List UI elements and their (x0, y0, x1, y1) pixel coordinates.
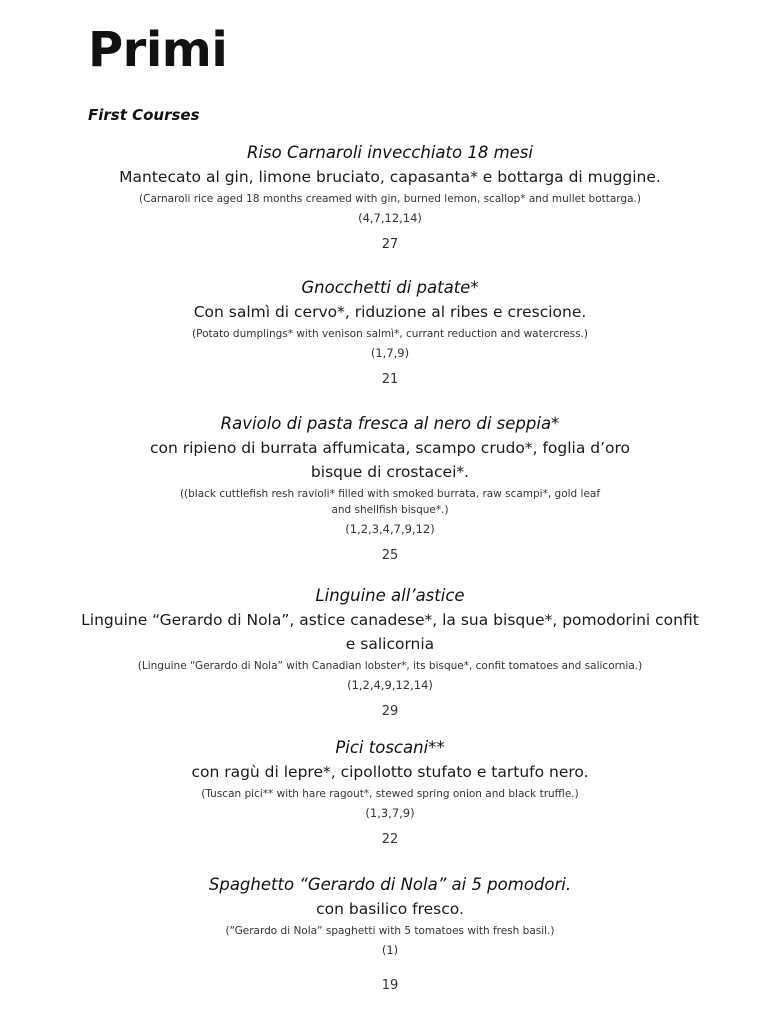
dish-name: Riso Carnaroli invecchiato 18 mesi (247, 143, 533, 162)
dish-name: Linguine all’astice (315, 586, 465, 605)
menu-item (60, 736, 720, 849)
dish-description: con ragù di lepre*, cipollotto stufato e tartufo nero. (191, 763, 589, 781)
dish-allergens: (1,3,7,9) (365, 806, 415, 820)
dish-description: e salicornia (345, 635, 435, 653)
menu-item (60, 873, 720, 995)
dish-name: Gnocchetti di patate* (301, 278, 479, 297)
dish-english-description: (Tuscan pici** with hare ragout*, stewed spring onion and black truffle.) (201, 788, 579, 800)
dish-description: con basilico fresco. (316, 900, 464, 918)
dish-price: 21 (381, 372, 399, 387)
menu-item (60, 141, 720, 254)
section-subtitle: First Courses (88, 106, 200, 124)
dish-description: Mantecato al gin, limone bruciato, capasanta* e bottarga di muggine. (119, 168, 661, 186)
dish-english-description: (Potato dumplings* with venison salmì*, currant reduction and watercress.) (192, 328, 588, 340)
dish-allergens: (4,7,12,14) (358, 211, 422, 225)
dish-price: 19 (381, 978, 399, 993)
dish-price: 29 (381, 704, 399, 719)
dish-allergens: (1) (381, 943, 399, 957)
dish-english-description: ((black cuttlefish resh ravioli* filled with smoked burrata, raw scampi*, gold leaf (179, 488, 601, 500)
dish-description: Con salmì di cervo*, riduzione al ribes e crescione. (193, 303, 587, 321)
dish-description: Linguine “Gerardo di Nola”, astice canadese*, la sua bisque*, pomodorini confit (81, 611, 699, 629)
menu-item (60, 276, 720, 389)
dish-english-description: (Linguine “Gerardo di Nola” with Canadian lobster*, its bisque*, confit tomatoes and salicornia.) (137, 660, 643, 672)
dish-english-description: (Carnaroli rice aged 18 months creamed with gin, burned lemon, scallop* and mullet bottarga.) (139, 193, 641, 205)
dish-name: Spaghetto “Gerardo di Nola” ai 5 pomodori. (208, 875, 572, 894)
dish-allergens: (1,2,4,9,12,14) (347, 678, 433, 692)
menu-item (60, 412, 720, 565)
page-title: Primi (88, 22, 228, 78)
dish-description: con ripieno di burrata affumicata, scampo crudo*, foglia d’oro (149, 439, 631, 457)
dish-allergens: (1,2,3,4,7,9,12) (345, 522, 435, 536)
dish-name: Pici toscani** (335, 738, 445, 757)
dish-price: 22 (381, 832, 399, 847)
dish-price: 27 (381, 237, 399, 252)
dish-english-description: and shellfish bisque*.) (331, 504, 449, 516)
dish-price: 25 (381, 548, 399, 563)
menu-item (60, 584, 720, 721)
dish-allergens: (1,7,9) (370, 346, 410, 360)
dish-english-description: (“Gerardo di Nola” spaghetti with 5 tomatoes with fresh basil.) (225, 925, 555, 937)
dish-description: bisque di crostacei*. (310, 463, 470, 481)
dish-name: Raviolo di pasta fresca al nero di seppia* (220, 414, 560, 433)
